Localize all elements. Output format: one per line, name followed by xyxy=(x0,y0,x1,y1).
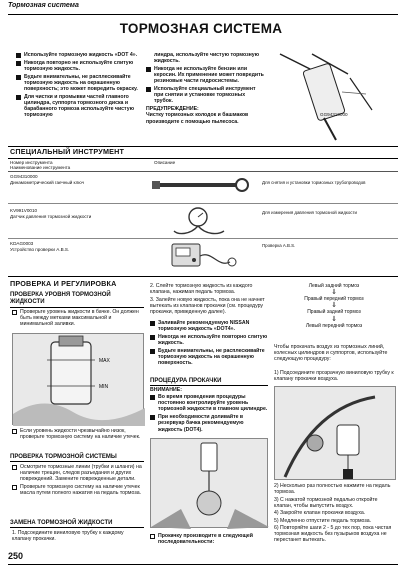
special-tools-heading: СПЕЦИАЛЬНЫЙ ИНСТРУМЕНТ xyxy=(10,147,125,156)
caution-label: ПРЕДУПРЕЖДЕНИЕ: xyxy=(146,106,199,113)
table-rule xyxy=(8,238,398,239)
footer-rule xyxy=(8,564,398,565)
tool-description: Для снятия и установки тормозных трубопроводов xyxy=(262,180,366,185)
inspection-heading: ПРОВЕРКА И РЕГУЛИРОВКА xyxy=(10,279,117,288)
tools-table-header-col2: Описание xyxy=(154,160,176,165)
arrow-down-icon: ⇓ xyxy=(331,315,337,323)
warning-continuation: линдра, используйте чистую тормозную жидкость. xyxy=(154,52,260,65)
bleeding-photo xyxy=(150,438,268,528)
sequence-item: Левый передний тормоз xyxy=(305,322,363,329)
caution-text: Чистку тормозных колодок и башмаков производите с помощью пылесоса. xyxy=(146,112,249,125)
section-rule xyxy=(8,276,398,277)
bleeder-valve-photo xyxy=(274,386,396,480)
page-title: ТОРМОЗНАЯ СИСТЕМА xyxy=(119,21,283,36)
tools-table-header-col1: Номер инструмента Наименование инструмента xyxy=(10,160,71,170)
section-rule xyxy=(8,158,398,159)
attention-label: ВНИМАНИЕ: xyxy=(150,387,182,393)
bleeding-steps: 2) Несколько раз полностью нажмите на педаль тормоза. 3) С нажатой тормозной педалью откройте клапан, чтобы выпустить воздух. 4) Закройте клапан прокачки воздуха. 5) Медленно отпустите педаль тормоза. 6) Повторяйте шаги 2 - 5 до тех пор, пока чистая тормозная жидкость без пузырьков воздуха не перестанет вытекать. xyxy=(274,483,392,544)
bleeding-order xyxy=(272,283,396,329)
bleeding-heading: ПРОЦЕДУРА ПРОКАЧКИ xyxy=(150,378,268,386)
svg-text:MIN: MIN xyxy=(99,384,109,390)
fluid-replace-step: 1. Подсоедините виниловую трубку к каждому клапану прокачки. xyxy=(12,530,124,543)
bleeding-sequence-note: Прокачку производите в следующей последовательности: xyxy=(150,533,268,547)
bleeding-step-1: 1) Подсоедините прозрачную виниловую трубку к клапану прокачки воздуха. xyxy=(274,370,394,383)
sequence-item: Правый передний тормоз xyxy=(304,296,364,303)
arrow-down-icon: ⇓ xyxy=(331,289,337,297)
figure-code: GG94310000 xyxy=(320,112,348,117)
warning-item: Будьте внимательны, не расплескивайте тормозную жидкость на окрашенную поверхность; это может повредить окраску. xyxy=(16,74,138,93)
warnings-col-1 xyxy=(16,52,138,120)
bleeding-bullets: Во время проведения процедуры постоянно контролируйте уровень тормозной жидкости в главном цилиндре. При необходимости доливайте в резервуар бачка рекомендуемую жидкость (DOT4). xyxy=(150,394,268,434)
table-rule xyxy=(8,171,398,172)
torque-wrench-figure xyxy=(268,48,396,146)
table-rule xyxy=(8,203,398,204)
warnings-col-2 xyxy=(146,52,264,125)
replace-bullets: Заливайте рекомендуемую NISSAN тормозную жидкость «DOT4». Никогда не используйте повторно слитую жидкость. Будьте внимательны, не расплескивайте тормозную жидкость на окрашенную поверхность. xyxy=(150,320,268,368)
wrench-tool-icon xyxy=(152,173,252,197)
replace-steps: 2. Слейте тормозную жидкость из каждого клапана, нажимая педаль тормоза. 3. Залейте новую жидкость, пока она не начнет вытекать из клапанов прокачки (см. процедуру прокачки, приведенную далее). xyxy=(150,283,265,315)
reservoir-photo xyxy=(12,333,144,425)
bleeding-intro: Чтобы прокачать воздух из тормозных линий, колесных цилиндров и суппортов, используйте следующую процедуру: xyxy=(274,344,388,363)
warning-item: Никогда не используйте бензин или керосин. Их применение может повредить резиновые части гидросистемы. xyxy=(146,66,264,85)
warning-item: Для чистки и промывки частей главного цилиндра, суппорта тормозного диска и барабанного тормоза используйте чистую тормозную xyxy=(16,94,138,119)
pressure-gauge-icon xyxy=(170,205,230,239)
abs-tester-icon xyxy=(168,240,240,276)
system-check-text: Осмотрите тормозные линии (трубки и шланги) на наличие трещин, следов разъедания и других повреждений. Замените поврежденные детали. Проверьте тормозную систему на наличие утечек масла путем полного нажатия на педаль тормоза. xyxy=(12,464,144,498)
tool-description: Для измерения давления тормозной жидкости xyxy=(262,210,357,215)
tool-description: Проверка A.B.S. xyxy=(262,243,296,248)
page-number: 250 xyxy=(8,551,24,561)
system-check-heading: ПРОВЕРКА ТОРМОЗНОЙ СИСТЕМЫ xyxy=(10,454,144,462)
section-header: Тормозная система xyxy=(8,2,79,9)
table-row: GG94310000 Динамометрический гаечный ключ xyxy=(10,174,85,185)
fluid-replace-heading: ЗАМЕНА ТОРМОЗНОЙ ЖИДКОСТИ xyxy=(10,520,144,528)
sequence-item: Левый задний тормоз xyxy=(308,283,360,289)
sequence-item: Правый задний тормоз xyxy=(307,309,361,316)
fluid-level-after: Если уровень жидкости чрезвычайно низок, проверьте тормозную систему на наличие утечек. xyxy=(12,428,144,442)
fluid-level-text: Проверьте уровень жидкости в бачке. Он должен быть между метками максимальной и минимальной заливки. xyxy=(12,309,144,329)
fluid-level-heading: ПРОВЕРКА УРОВНЯ ТОРМОЗНОЙ ЖИДКОСТИ xyxy=(10,292,144,308)
svg-text:MAX: MAX xyxy=(99,358,110,364)
warning-item: Используйте специальный инструмент при снятии и установке тормозных трубок. xyxy=(146,86,264,105)
arrow-down-icon: ⇓ xyxy=(331,302,337,310)
warning-item: Никогда повторно не используйте слитую тормозную жидкость. xyxy=(16,60,138,72)
table-row: KDAG0003 Устройство проверки A.B.S. xyxy=(10,241,70,252)
table-row: KV991V0010 Датчик давления тормозной жидкости xyxy=(10,208,92,219)
warning-item: Используйте тормозную жидкость «DOT 4». xyxy=(16,52,138,58)
